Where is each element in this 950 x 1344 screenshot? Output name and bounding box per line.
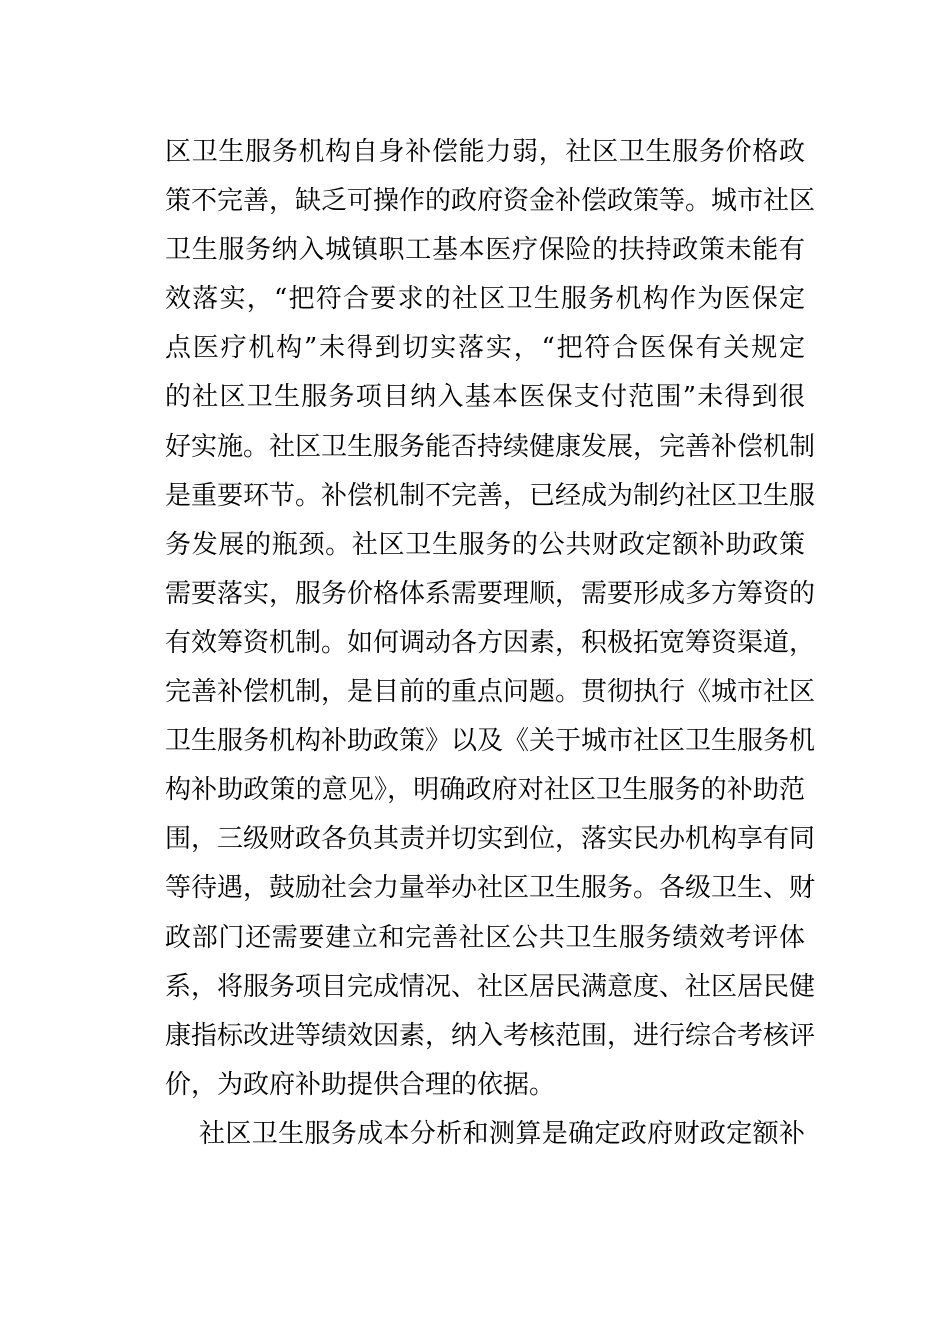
text-line: 点医疗机构”未得到切实落实，“把符合医保有关规定 [165, 333, 805, 364]
text-line: 需要落实，服务价格体系需要理顺，需要形成多方筹资的 [165, 578, 816, 609]
paragraph-end-line: 价，为政府补助提供合理的依据。 [165, 1069, 556, 1100]
text-line: 系，将服务项目完成情况、社区居民满意度、社区居民健 [165, 971, 816, 1002]
text-line: 卫生服务纳入城镇职工基本医疗保险的扶持政策未能有 [165, 235, 805, 266]
text-line: 是重要环节。补偿机制不完善，已经成为制约社区卫生服 [165, 480, 816, 511]
text-line: 好实施。社区卫生服务能否持续健康发展，完善补偿机制 [165, 431, 816, 462]
text-line: 完善补偿机制，是目前的重点问题。贯彻执行《城市社区 [165, 677, 816, 708]
text-line: 务发展的瓶颈。社区卫生服务的公共财政定额补助政策 [165, 529, 805, 560]
text-line: 的社区卫生服务项目纳入基本医保支付范围”未得到很 [165, 382, 805, 413]
text-line: 卫生服务机构补助政策》以及《关于城市社区卫生服务机 [165, 726, 816, 757]
text-line: 围，三级财政各负其责并切实到位，落实民办机构享有同 [165, 824, 816, 855]
text-line: 等待遇，鼓励社会力量举办社区卫生服务。各级卫生、财 [165, 873, 816, 904]
text-line: 策不完善，缺乏可操作的政府资金补偿政策等。城市社区 [165, 186, 816, 217]
text-line: 区卫生服务机构自身补偿能力弱，社区卫生服务价格政 [165, 137, 805, 167]
text-line: 政部门还需要建立和完善社区公共卫生服务绩效考评体 [165, 922, 805, 953]
body-text [165, 128, 816, 1159]
text-line: 有效筹资机制。如何调动各方因素，积极拓宽筹资渠道， [165, 627, 816, 658]
text-line: 康指标改进等绩效因素，纳入考核范围，进行综合考核评 [165, 1020, 816, 1051]
paragraph-start-line: 社区卫生服务成本分析和测算是确定政府财政定额补 [199, 1118, 805, 1149]
text-line: 效落实，“把符合要求的社区卫生服务机构作为医保定 [165, 284, 805, 315]
text-line: 构补助政策的意见》，明确政府对社区卫生服务的补助范 [165, 775, 805, 806]
